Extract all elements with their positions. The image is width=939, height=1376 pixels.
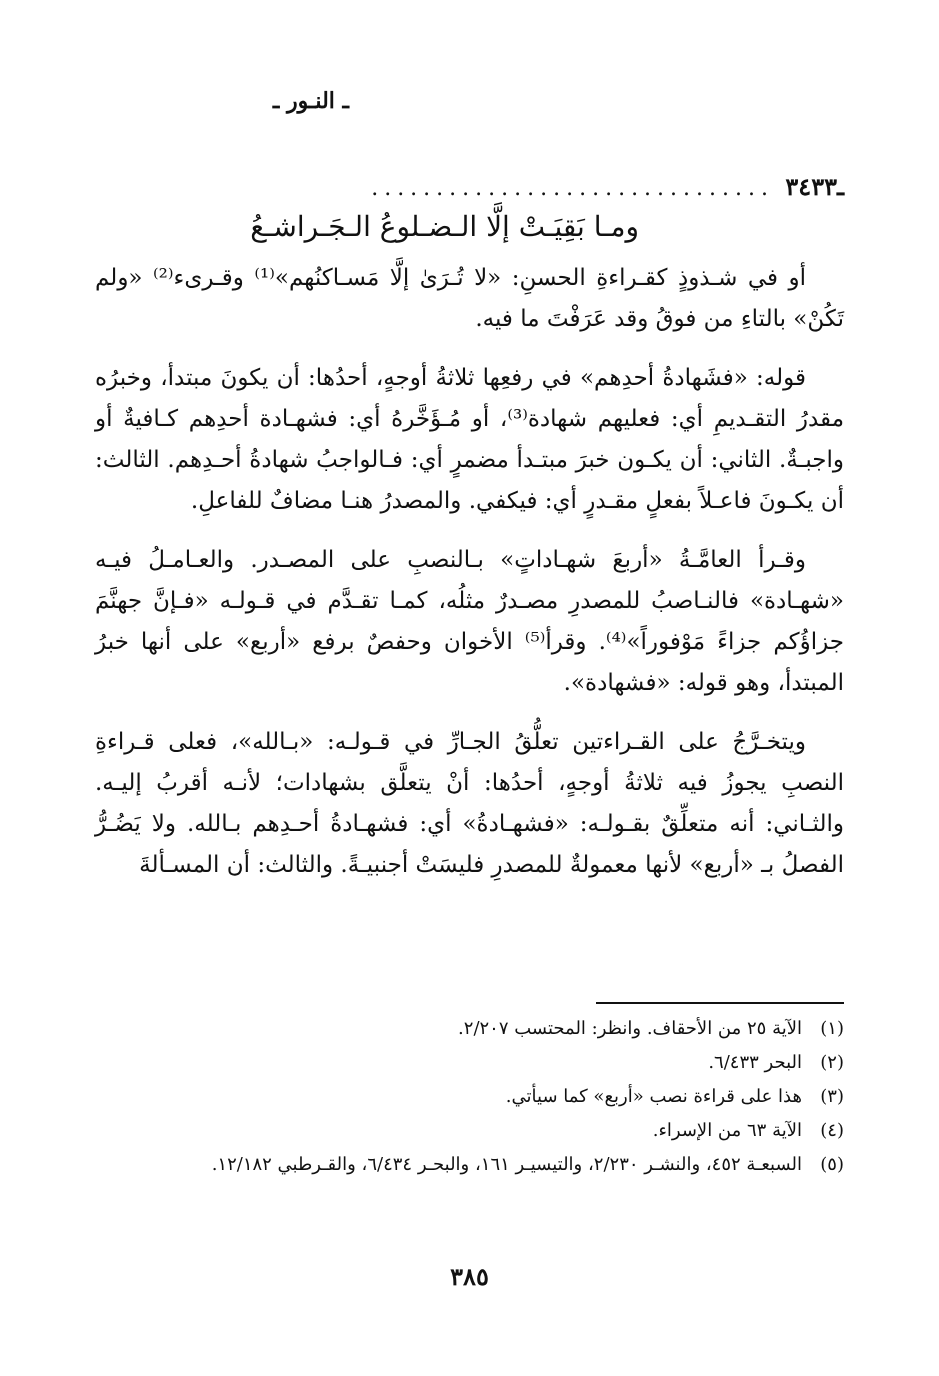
footnote-number: (١) [820, 1018, 844, 1039]
footnote-text: هذا على قراءة نصب «أربع» كما سيأتي. [505, 1086, 802, 1107]
dotted-leader: ............................... [371, 176, 774, 201]
footnote-text: السبعـة ٤٥٢، والنشـر ٢/٢٣٠، والتيسيـر ١٦١، والبحـر ٦/٤٣٤، والقـرطبي ١٢/١٨٢. [211, 1154, 802, 1175]
paragraph-2: قوله: «فشَهادةُ أحدِهم» في رفعِها ثلاثةُ أوجهٍ، أحدُها: أن يكونَ مبتدأ، وخبرُه مقدرُ التقـديمِ أي: فعليهم شهادة⁽³⁾، أو مُـؤَخَّرهُ أي: فشهـادة أحدِهم كـافيةٌ أو واجبـةٌ. الثاني: أن يكـون خبرَ مبتـدأ مضمرٍ أي: فـالواجبُ شهادةُ أحـدِهم. الثالث: أن يكـونَ فاعـلاً بفعلٍ مقـدرٍ أي: فيكفي. والمصدرُ هنـا مضافٌ للفاعلِ. [95, 365, 845, 514]
footnote-number: (٣) [820, 1086, 844, 1107]
poem-line: ومـا بَقِيَـتْ إلَّا الـضـلوعُ الـجَـراشـعُ [250, 210, 639, 243]
footnote-text: الآية ٦٣ من الإسراء. [652, 1120, 802, 1141]
footnote-number: (٢) [820, 1052, 844, 1073]
footnote-text: الآية ٢٥ من الأحقاف. وانظر: المحتسب ٢/٢٠٧. [458, 1018, 802, 1039]
footnote-number: (٤) [820, 1120, 844, 1141]
footnote-text: البحر ٦/٤٣٣. [708, 1052, 802, 1073]
footnote [95, 1046, 844, 1080]
verse-number: ـ٣٤٣٣ [785, 172, 844, 201]
footnote [95, 1114, 844, 1148]
main-text [95, 258, 844, 904]
verse-heading [95, 172, 844, 202]
running-header: ـ النـور ـ [272, 88, 349, 114]
footnote-number: (٥) [820, 1154, 844, 1175]
paragraph-3: وقـرأ العامَّـةُ «أربعَ شهـاداتٍ» بـالنصبِ على المصـدر. والعـامـلُ فيـه «شهـادة» فالنـاصبُ للمصدرِ مصـدرٌ مثلُه، كمـا تقـدَّم في قـولـه «فـإنَّ جهنَّمَ جزاؤُكم جزاءً مَوْفوراً»⁽⁴⁾. وقرأ⁽⁵⁾ الأخوان وحفصٌ برفع «أربع» على أنها خبرُ المبتدأ، وهو قوله: «فشهادة». [95, 547, 844, 696]
page-number: ٣٨٥ [450, 1262, 489, 1291]
footnote [95, 1148, 844, 1182]
footnote-separator [596, 1002, 844, 1004]
paragraph-4: ويتخـرَّجُ على القـراءتين تعلُّقُ الجـارِّ في قـولـه: «بـالله»، فعلى قـراءةِ النصبِ يجوزُ فيه ثلاثةُ أوجهٍ، أحدُها: أنْ يتعلَّق بشهادات؛ لأنـه أقربُ إليـه. والثـاني: أنه متعلِّقٌ بقـولـه: «فشهـادةُ» أي: فشهـادةُ أحـدِهم بـالله. ولا يَضُـرُّ الفصلُ بـ «أربع» لأنها معمولةٌ للمصدرِ فليسَتْ أجنبيـةً. والثالث: أن المسـألةَ [95, 729, 844, 878]
footnote [95, 1012, 844, 1046]
footnotes [95, 1012, 844, 1182]
paragraph-1: أو في شـذوذٍ كقـراءةِ الحسنِ: «لا تُـرَىٰ إلَّا مَسـاكنُهم»⁽¹⁾ وقـرىء⁽²⁾ «ولم تَكُنْ» بالتاءِ من فوقُ وقد عَرَفْتَ ما فيه. [95, 265, 844, 332]
footnote [95, 1080, 844, 1114]
